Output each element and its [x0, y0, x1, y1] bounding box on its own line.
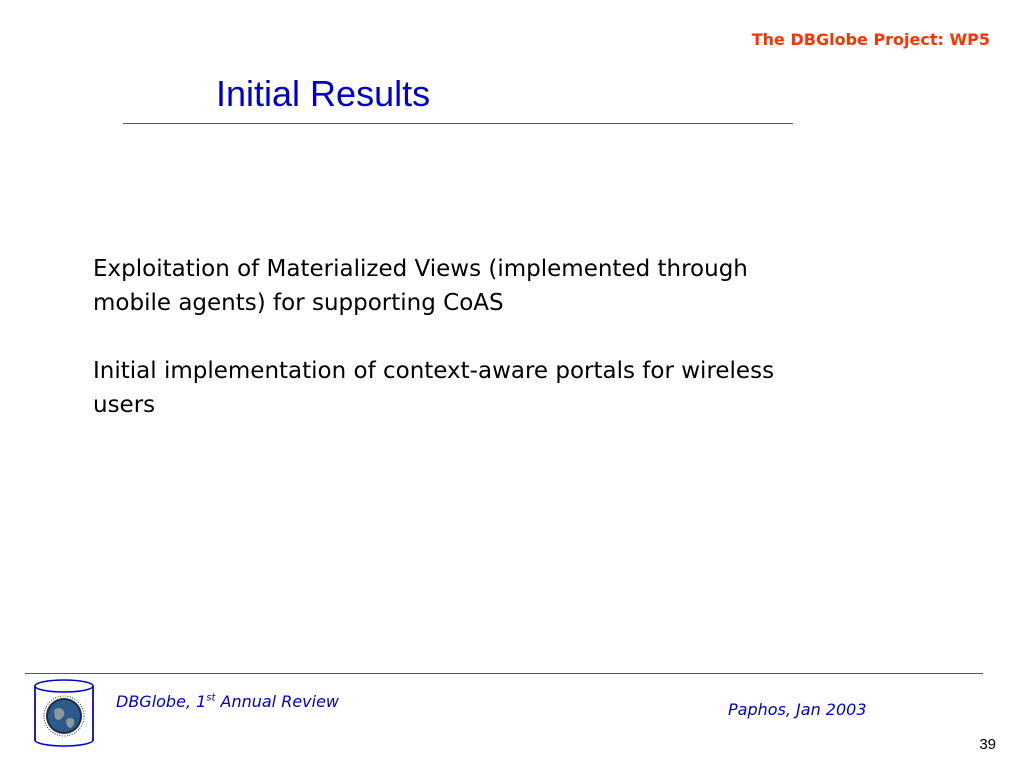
footer-divider [25, 673, 983, 674]
body-paragraph-1: Exploitation of Materialized Views (implemented through mobile agents) for supporting CoAS [93, 256, 748, 316]
project-header: The DBGlobe Project: WP5 [751, 30, 990, 49]
globe-database-icon [28, 676, 100, 748]
page-number: 39 [979, 736, 996, 753]
footer-event-label: DBGlobe, 1st Annual Review [116, 692, 340, 711]
slide-title: Initial Results [216, 73, 431, 114]
footer-location-date: Paphos, Jan 2003 [728, 700, 867, 719]
title-divider [123, 123, 793, 124]
slide-body [93, 252, 793, 456]
body-paragraph-2: Initial implementation of context-aware portals for wireless users [93, 358, 775, 418]
